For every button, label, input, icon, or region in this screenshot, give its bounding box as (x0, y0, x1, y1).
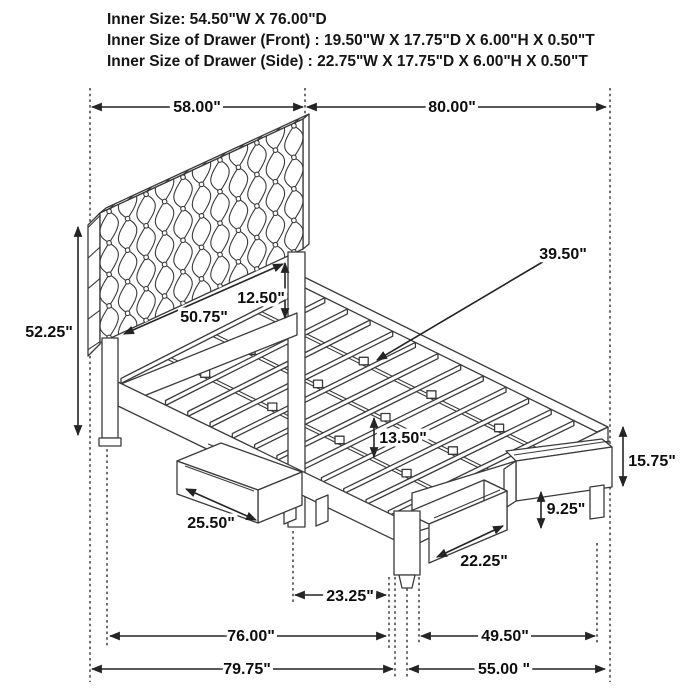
drawer-glide-bracket-right (590, 485, 604, 519)
dim-headboard-panel-to-rail: 12.50" (237, 290, 285, 307)
headboard-left-leg-foot (99, 438, 121, 446)
dim-slat-length: 39.50" (539, 246, 587, 263)
title-inner-size: Inner Size: 54.50"W X 76.00"D (107, 11, 327, 28)
dim-bed-length-top: 80.00" (428, 99, 476, 116)
dim-leg-gap: 23.25" (326, 588, 374, 605)
headboard-left-face (88, 213, 100, 356)
dim-overall-width: 55.00 " (477, 661, 531, 678)
corner-post-foot (399, 575, 415, 588)
dim-frame-length: 76.00" (227, 628, 275, 645)
dim-front-drawer-width: 22.25" (460, 553, 508, 570)
headboard-left-leg (102, 338, 118, 438)
title-drawer-side-size: Inner Size of Drawer (Side) : 22.75"W X 17.75"D X 6.00"H X 0.50"T (107, 53, 588, 70)
dim-overall-length: 79.75" (223, 661, 271, 678)
leader-slat-length (377, 260, 546, 360)
dim-drawer-face-height: 9.25" (546, 501, 586, 518)
dim-side-height: 15.75" (628, 453, 676, 470)
dim-headboard-width-top: 58.00" (173, 99, 221, 116)
dim-side-drawer-width: 25.50" (187, 515, 235, 532)
dim-headboard-panel-width: 50.75" (180, 309, 228, 326)
drawer-glide-bracket-left-2 (316, 495, 328, 526)
dim-foot-drawer-span: 49.50" (481, 628, 529, 645)
title-drawer-front-size: Inner Size of Drawer (Front) : 19.50"W X 17.75"D X 6.00"H X 0.50"T (107, 32, 595, 49)
dim-headboard-height: 52.25" (25, 324, 73, 341)
dim-rail-height: 13.50" (379, 430, 427, 447)
corner-post (394, 511, 420, 575)
headboard-right-face (303, 114, 309, 249)
